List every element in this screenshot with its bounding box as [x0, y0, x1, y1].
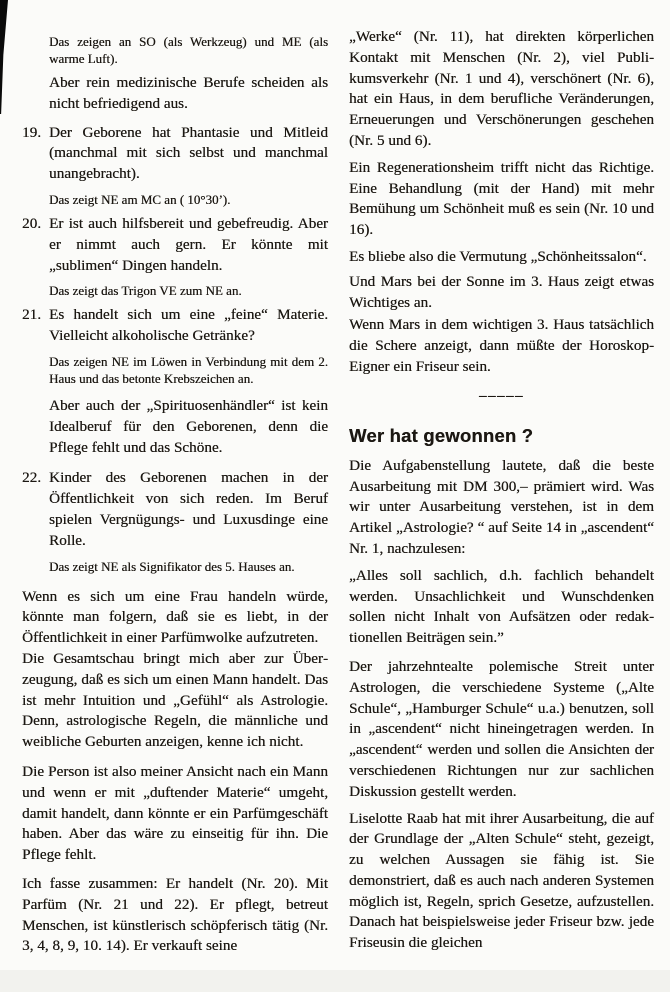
numbered-item: [22, 214, 328, 276]
paragraph: Wenn Mars in dem wichtigen 3. Haus tatsächlich die Schere anzeigt, dann müßte der Horoskop-Eigner ein Friseur sein.: [349, 316, 654, 375]
item-text: Er ist auch hilfsbereit und gebefreudig. Aber er nimmt auch gern. Er könnte mit „sublimen“ Dingen handeln.: [49, 214, 328, 274]
paragraph: Wenn es sich um eine Frau handeln würde, könnte man folgern, daß sie es liebt, in der Öffentlichkeit in einer Parfümwolke aufzutreten.: [22, 587, 328, 647]
item-number: 20.: [22, 214, 41, 232]
paragraph: Ein Regenerationsheim trifft nicht das Richtige. Eine Behandlung (mit der Hand) mit mehr Bemühung um Schönheit muß es sein (Nr. 10 und 16).: [349, 158, 654, 239]
right-column: [349, 27, 654, 960]
item-number: 21.: [22, 306, 41, 324]
astro-note: Das zeigen NE im Löwen in Verbindung mit dem 2. Haus und das betonte Krebszeichen an.: [49, 353, 328, 386]
section-heading: Wer hat gewonnen ?: [349, 424, 534, 446]
item-number: 19.: [22, 123, 41, 141]
paragraph: Ich fasse zusammen: Er handelt (Nr. 20). Mit Parfüm (Nr. 21 und 22). Er pflegt, betreut Menschen, ist künstlerisch schöpferisch tätig (Nr. 3, 4, 8, 9, 10. 14). Er verkauft seine: [22, 874, 328, 955]
numbered-item: [22, 305, 328, 347]
numbered-item: [22, 123, 328, 185]
paragraph: Aber auch der „Spirituosenhändler“ ist kein Idealberuf für den Geborenen, denn die Pflege fehlt und das Schöne.: [49, 396, 328, 456]
scan-edge-bar: [0, 970, 670, 992]
paragraph: Und Mars bei der Sonne im 3. Haus zeigt etwas Wichtiges an.: [349, 272, 654, 311]
left-column: [22, 33, 328, 963]
scan-corner-artifact: [0, 0, 8, 114]
astro-note: Das zeigt NE am MC an ( 10°30’).: [49, 191, 231, 207]
astro-note: Das zeigen an SO (als Werkzeug) und ME (als warme Luft).: [49, 34, 328, 66]
item-text: Der Geborene hat Phantasie und Mitleid (manchmal mit sich selbst und manchmal unangebracht).: [49, 123, 328, 183]
astro-note: Das zeigt NE als Signifikator des 5. Hauses an.: [49, 558, 295, 574]
paragraph: „Alles soll sachlich, d.h. fachlich behandelt werden. Unsachlichkeit und Wunschdenken sollen nicht Inhalt von Aufsätzen oder redaktionellen Beiträgen sein.”: [349, 566, 654, 647]
item-number: 22.: [22, 469, 41, 487]
astro-note: Das zeigt das Trigon VE zum NE an.: [49, 283, 242, 299]
paragraph: Die Aufgabenstellung lautete, daß die beste Ausarbeitung mit DM 300,– prämiert wird. Was wir unter Ausarbeitung verstehen, ist in dem Artikel „Astrologie? “ auf Seite 14 in „ascendent“ Nr. 1, nachzulesen:: [349, 456, 654, 557]
paragraph: Die Gesamtschau bringt mich aber zur Überzeugung, daß es sich um einen Mann handelt. Das ist mehr Intuition und „Gefühl“ als Astrologie. Denn, astrologische Regeln, die männliche und weibliche Geburten anzeigen, kenne ich nicht.: [22, 649, 328, 751]
paragraph: Der jahrzehntealte polemische Streit unter Astrologen, die verschiedene Systeme („Alte Schule“, „Hamburger Schule“ u.a.) benutzen, soll in „ascendent“ nicht hineingetragen werden. In „ascendent“ werden und sollen die Ansichten der verschiedenen Richtungen nur zur sachlichen Diskussion gestellt werden.: [349, 657, 654, 800]
paragraph: „Werke“ (Nr. 11), hat direkten körperlichen Kontakt mit Menschen (Nr. 2), viel Publikumsverkehr (Nr. 1 und 4), verschönert (Nr. 6), hat ein Haus, in dem berufliche Veränderungen, Erneuerungen und Verschönerungen geschehen (Nr. 5 und 6).: [349, 28, 654, 149]
numbered-item: [22, 468, 328, 551]
paragraph: Die Person ist also meiner Ansicht nach ein Mann und wenn er mit „duftender Materie“ umgeht, damit handelt, dann könnte er ein Parfümgeschäft haben. Aber das wäre zu einseitig für ihn. Die Pflege fehlt.: [22, 762, 328, 864]
paragraph: Aber rein medizinische Berufe scheiden als nicht befriedigend aus.: [49, 74, 328, 112]
item-text: Es handelt sich um eine „feine“ Materie. Vielleicht alkoholische Getränke?: [49, 306, 328, 345]
section-divider: –––––: [479, 387, 524, 404]
paragraph: Liselotte Raab hat mit ihrer Ausarbeitung, die auf der Grundlage der „Alten Schule“ steht, gezeigt, zu welchen Aussagen sie fähig ist. Sie demonstriert, daß es auch nach anderen Systemen möglich ist, Regeln, sprich Gesetze, aufzustellen. Danach hat beispielsweise jeder Friseur bzw. jede Friseusin die gleichen: [349, 809, 654, 952]
item-text: Kinder des Geborenen machen in der Öffentlichkeit von sich reden. Im Beruf spielen Vergnügungs- und Luxusdinge eine Rolle.: [49, 469, 328, 549]
paragraph: Es bliebe also die Vermutung „Schönheitssalon“.: [349, 247, 647, 265]
